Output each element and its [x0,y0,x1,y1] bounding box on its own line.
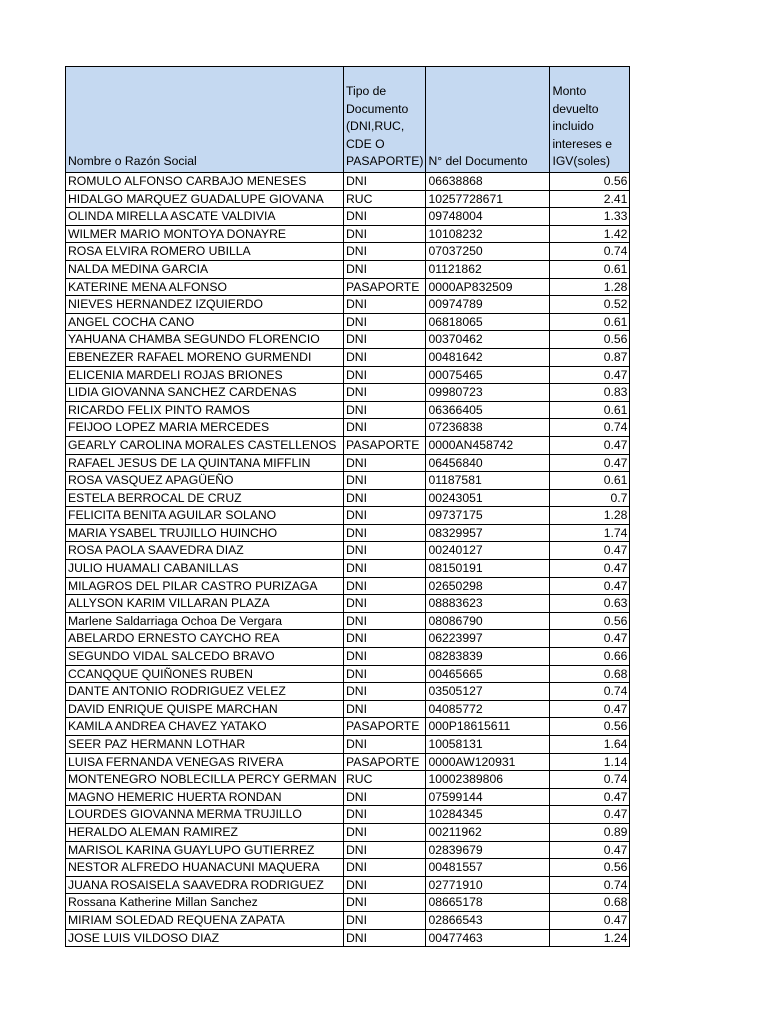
cell-doc-number: 07236838 [426,419,550,437]
table-row [66,190,630,208]
table-row [66,806,630,824]
cell-amount: 0.47 [550,911,630,929]
cell-name: ALLYSON KARIM VILLARAN PLAZA [66,595,344,613]
cell-amount: 0.68 [550,665,630,683]
cell-name: NALDA MEDINA GARCIA [66,260,344,278]
cell-doc-type: DNI [344,577,426,595]
cell-amount: 1.28 [550,278,630,296]
cell-name: NESTOR ALFREDO HUANACUNI MAQUERA [66,859,344,877]
table-row [66,894,630,912]
cell-doc-number: 09737175 [426,507,550,525]
cell-doc-type: DNI [344,401,426,419]
table-row [66,700,630,718]
cell-name: ESTELA BERROCAL DE CRUZ [66,489,344,507]
cell-doc-type: DNI [344,788,426,806]
cell-doc-number: 00075465 [426,366,550,384]
cell-amount: 0.61 [550,260,630,278]
table-row [66,648,630,666]
cell-amount: 0.7 [550,489,630,507]
table-row [66,577,630,595]
cell-amount: 1.64 [550,736,630,754]
cell-name: MIRIAM SOLEDAD REQUENA ZAPATA [66,911,344,929]
cell-doc-number: 10284345 [426,806,550,824]
cell-name: MONTENEGRO NOBLECILLA PERCY GERMAN [66,771,344,789]
table-row [66,278,630,296]
header-doc-number: N° del Documento [426,67,550,173]
cell-doc-type: DNI [344,296,426,314]
cell-doc-type: DNI [344,243,426,261]
cell-doc-number: 00243051 [426,489,550,507]
table-body [66,173,630,947]
cell-doc-number: 06366405 [426,401,550,419]
cell-name: WILMER MARIO MONTOYA DONAYRE [66,225,344,243]
cell-doc-number: 06818065 [426,313,550,331]
cell-doc-number: 02866543 [426,911,550,929]
cell-name: MARISOL KARINA GUAYLUPO GUTIERREZ [66,841,344,859]
cell-amount: 0.66 [550,648,630,666]
cell-amount: 0.61 [550,472,630,490]
table-row [66,472,630,490]
cell-doc-type: DNI [344,859,426,877]
cell-doc-number: 00240127 [426,542,550,560]
cell-doc-type: DNI [344,208,426,226]
cell-amount: 0.56 [550,612,630,630]
cell-name: DANTE ANTONIO RODRIGUEZ VELEZ [66,683,344,701]
cell-name: ROSA VASQUEZ APAGÜEÑO [66,472,344,490]
cell-doc-type: DNI [344,823,426,841]
cell-amount: 0.47 [550,806,630,824]
cell-doc-type: RUC [344,771,426,789]
table-row [66,454,630,472]
cell-name: FEIJOO LOPEZ MARIA MERCEDES [66,419,344,437]
cell-doc-type: DNI [344,472,426,490]
table-row [66,595,630,613]
table-row [66,419,630,437]
table-row [66,859,630,877]
cell-doc-number: 10257728671 [426,190,550,208]
cell-doc-type: DNI [344,683,426,701]
cell-amount: 1.28 [550,507,630,525]
cell-name: JULIO HUAMALI CABANILLAS [66,560,344,578]
table-row [66,542,630,560]
table-row [66,331,630,349]
cell-doc-number: 10108232 [426,225,550,243]
cell-amount: 0.74 [550,243,630,261]
cell-amount: 0.56 [550,718,630,736]
cell-doc-type: DNI [344,612,426,630]
cell-name: GEARLY CAROLINA MORALES CASTELLENOS [66,436,344,454]
table-row [66,366,630,384]
table-row [66,313,630,331]
cell-amount: 1.33 [550,208,630,226]
cell-amount: 0.83 [550,384,630,402]
cell-doc-number: 00211962 [426,823,550,841]
refund-table [65,66,630,947]
cell-doc-number: 07599144 [426,788,550,806]
cell-name: MAGNO HEMERIC HUERTA RONDAN [66,788,344,806]
table-row [66,736,630,754]
cell-doc-type: DNI [344,384,426,402]
cell-amount: 1.14 [550,753,630,771]
cell-doc-number: 08665178 [426,894,550,912]
cell-amount: 0.47 [550,700,630,718]
cell-name: ROSA PAOLA SAAVEDRA DIAZ [66,542,344,560]
cell-doc-type: DNI [344,507,426,525]
cell-name: Marlene Saldarriaga Ochoa De Vergara [66,612,344,630]
cell-doc-number: 08883623 [426,595,550,613]
cell-doc-type: DNI [344,225,426,243]
cell-amount: 0.56 [550,331,630,349]
cell-amount: 0.47 [550,577,630,595]
cell-doc-number: 06456840 [426,454,550,472]
cell-doc-type: DNI [344,489,426,507]
cell-amount: 0.56 [550,859,630,877]
cell-doc-type: DNI [344,911,426,929]
cell-doc-type: DNI [344,313,426,331]
cell-name: NIEVES HERNANDEZ IZQUIERDO [66,296,344,314]
table-row [66,929,630,947]
cell-name: SEER PAZ HERMANN LOTHAR [66,736,344,754]
cell-doc-number: 01121862 [426,260,550,278]
table-row [66,876,630,894]
cell-doc-number: 06223997 [426,630,550,648]
cell-name: RAFAEL JESUS DE LA QUINTANA MIFFLIN [66,454,344,472]
cell-doc-number: 000P18615611 [426,718,550,736]
cell-doc-number: 00370462 [426,331,550,349]
cell-amount: 0.56 [550,173,630,191]
header-doc-type: Tipo de Documento (DNI,RUC, CDE O PASAPORTE) [344,67,426,173]
cell-name: ELICENIA MARDELI ROJAS BRIONES [66,366,344,384]
cell-doc-type: DNI [344,173,426,191]
cell-name: LOURDES GIOVANNA MERMA TRUJILLO [66,806,344,824]
cell-amount: 0.47 [550,436,630,454]
cell-amount: 0.68 [550,894,630,912]
cell-name: KAMILA ANDREA CHAVEZ YATAKO [66,718,344,736]
cell-doc-number: 08086790 [426,612,550,630]
table-row [66,489,630,507]
table-row [66,173,630,191]
cell-amount: 0.74 [550,419,630,437]
cell-name: MILAGROS DEL PILAR CASTRO PURIZAGA [66,577,344,595]
cell-doc-type: DNI [344,348,426,366]
cell-amount: 1.24 [550,929,630,947]
header-amount: Monto devuelto incluido intereses e IGV(soles) [550,67,630,173]
cell-doc-type: DNI [344,366,426,384]
cell-doc-number: 06638868 [426,173,550,191]
cell-doc-number: 00481557 [426,859,550,877]
cell-name: ABELARDO ERNESTO CAYCHO REA [66,630,344,648]
cell-name: HERALDO ALEMAN RAMIREZ [66,823,344,841]
cell-name: YAHUANA CHAMBA SEGUNDO FLORENCIO [66,331,344,349]
cell-name: ANGEL COCHA CANO [66,313,344,331]
cell-doc-number: 10002389806 [426,771,550,789]
cell-doc-number: 01187581 [426,472,550,490]
cell-name: KATERINE MENA ALFONSO [66,278,344,296]
cell-doc-type: PASAPORTE [344,753,426,771]
cell-doc-type: DNI [344,542,426,560]
table-row [66,630,630,648]
cell-doc-type: DNI [344,665,426,683]
cell-doc-type: DNI [344,648,426,666]
cell-doc-number: 00481642 [426,348,550,366]
cell-name: MARIA YSABEL TRUJILLO HUINCHO [66,524,344,542]
cell-name: FELICITA BENITA AGUILAR SOLANO [66,507,344,525]
cell-amount: 0.61 [550,401,630,419]
table-row [66,560,630,578]
cell-doc-type: DNI [344,841,426,859]
cell-doc-type: DNI [344,524,426,542]
table-row [66,524,630,542]
table-row [66,841,630,859]
table-row [66,243,630,261]
cell-name: CCANQQUE QUIÑONES RUBEN [66,665,344,683]
cell-name: Rossana Katherine Millan Sanchez [66,894,344,912]
cell-doc-type: DNI [344,630,426,648]
table-row [66,384,630,402]
cell-name: DAVID ENRIQUE QUISPE MARCHAN [66,700,344,718]
cell-doc-number: 00974789 [426,296,550,314]
cell-doc-number: 08150191 [426,560,550,578]
cell-amount: 0.47 [550,788,630,806]
cell-doc-number: 09748004 [426,208,550,226]
cell-doc-number: 0000AN458742 [426,436,550,454]
cell-amount: 0.89 [550,823,630,841]
cell-doc-number: 03505127 [426,683,550,701]
cell-doc-type: DNI [344,260,426,278]
cell-name: JUANA ROSAISELA SAAVEDRA RODRIGUEZ [66,876,344,894]
cell-name: JOSE LUIS VILDOSO DIAZ [66,929,344,947]
table-row [66,911,630,929]
cell-doc-number: 0000AP832509 [426,278,550,296]
table-row [66,296,630,314]
header-name: Nombre o Razón Social [66,67,344,173]
table-row [66,208,630,226]
cell-doc-type: DNI [344,700,426,718]
cell-amount: 1.74 [550,524,630,542]
cell-doc-type: DNI [344,929,426,947]
table-row [66,665,630,683]
cell-doc-number: 02650298 [426,577,550,595]
cell-name: OLINDA MIRELLA ASCATE VALDIVIA [66,208,344,226]
cell-amount: 1.42 [550,225,630,243]
cell-amount: 0.47 [550,841,630,859]
cell-name: EBENEZER RAFAEL MORENO GURMENDI [66,348,344,366]
cell-doc-type: DNI [344,419,426,437]
table-row [66,436,630,454]
cell-doc-type: PASAPORTE [344,278,426,296]
cell-name: RICARDO FELIX PINTO RAMOS [66,401,344,419]
cell-doc-number: 0000AW120931 [426,753,550,771]
table-row [66,753,630,771]
table-row [66,718,630,736]
cell-amount: 0.47 [550,630,630,648]
table-row [66,683,630,701]
cell-doc-type: PASAPORTE [344,718,426,736]
cell-amount: 0.47 [550,560,630,578]
cell-doc-number: 00465665 [426,665,550,683]
table-row [66,823,630,841]
cell-name: HIDALGO MARQUEZ GUADALUPE GIOVANA [66,190,344,208]
cell-doc-number: 08329957 [426,524,550,542]
cell-doc-number: 04085772 [426,700,550,718]
cell-amount: 0.63 [550,595,630,613]
cell-doc-number: 07037250 [426,243,550,261]
cell-amount: 0.47 [550,366,630,384]
cell-amount: 0.74 [550,771,630,789]
cell-doc-number: 10058131 [426,736,550,754]
cell-doc-type: DNI [344,331,426,349]
cell-amount: 0.47 [550,542,630,560]
table-row [66,260,630,278]
header-row [66,67,630,173]
cell-amount: 0.52 [550,296,630,314]
cell-doc-number: 08283839 [426,648,550,666]
cell-doc-type: DNI [344,876,426,894]
cell-doc-number: 00477463 [426,929,550,947]
table-row [66,401,630,419]
table-row [66,771,630,789]
cell-doc-type: DNI [344,595,426,613]
cell-name: LIDIA GIOVANNA SANCHEZ CARDENAS [66,384,344,402]
cell-doc-type: DNI [344,806,426,824]
cell-doc-type: DNI [344,736,426,754]
cell-amount: 0.74 [550,683,630,701]
cell-amount: 0.74 [550,876,630,894]
cell-name: ROSA ELVIRA ROMERO UBILLA [66,243,344,261]
cell-name: LUISA FERNANDA VENEGAS RIVERA [66,753,344,771]
table-row [66,788,630,806]
cell-name: SEGUNDO VIDAL SALCEDO BRAVO [66,648,344,666]
cell-amount: 0.87 [550,348,630,366]
table-row [66,612,630,630]
cell-doc-type: DNI [344,894,426,912]
cell-doc-number: 09980723 [426,384,550,402]
cell-doc-type: DNI [344,454,426,472]
cell-amount: 0.61 [550,313,630,331]
cell-doc-type: PASAPORTE [344,436,426,454]
cell-doc-type: RUC [344,190,426,208]
cell-amount: 0.47 [550,454,630,472]
table-row [66,225,630,243]
table-row [66,348,630,366]
table-row [66,507,630,525]
cell-amount: 2.41 [550,190,630,208]
cell-doc-type: DNI [344,560,426,578]
cell-doc-number: 02771910 [426,876,550,894]
cell-doc-number: 02839679 [426,841,550,859]
cell-name: ROMULO ALFONSO CARBAJO MENESES [66,173,344,191]
